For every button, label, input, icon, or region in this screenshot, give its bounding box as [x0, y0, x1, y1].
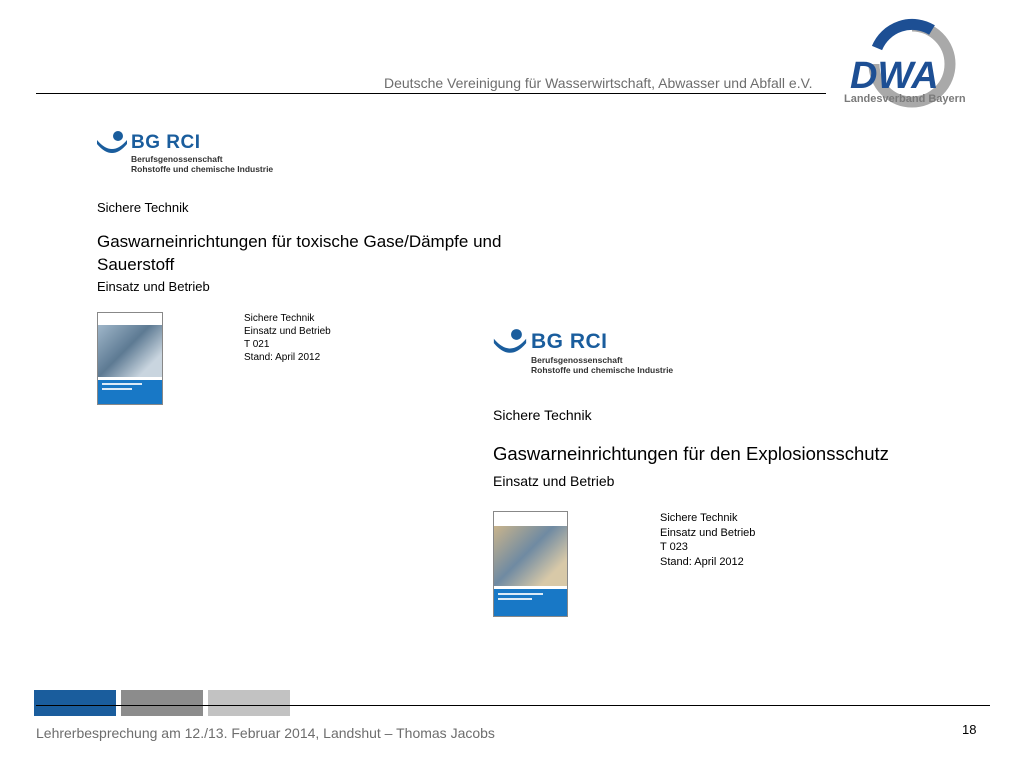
doc1-info-line: T 021	[244, 339, 270, 350]
footer-color-block-lightgrey	[208, 690, 290, 716]
dwa-logo-text: DWA	[850, 55, 939, 97]
bgrci-publisher-line2-1: Rohstoffe und chemische Industrie	[131, 164, 274, 174]
footer-color-block-blue	[34, 690, 116, 716]
doc1-info	[244, 312, 331, 364]
doc2-info-line: T 023	[660, 541, 688, 553]
doc2-info-line: Stand: April 2012	[660, 555, 744, 568]
bgrci-publisher-line1-2: Berufsgenossenschaft	[531, 355, 623, 365]
bgrci-brand-1: BG RCI	[131, 132, 201, 153]
doc1-title-line1: Gaswarneinrichtungen für toxische Gase/Dämpfe und	[97, 232, 502, 251]
doc1-title-line2: Sauerstoff	[97, 255, 175, 274]
bgrci-brand-2: BG RCI	[531, 330, 608, 353]
doc1-info-line: Sichere Technik	[244, 313, 315, 324]
doc1-info-line: Einsatz und Betrieb	[244, 326, 331, 337]
bgrci-emblem-icon	[493, 328, 527, 356]
doc2-info-line: Einsatz und Betrieb	[660, 526, 756, 539]
doc1-cover-image	[97, 312, 163, 405]
bgrci-publisher-line1-1: Berufsgenossenschaft	[131, 154, 223, 164]
doc2-title: Gaswarneinrichtungen für den Explosionsschutz	[493, 443, 889, 464]
doc1-info-line: Stand: April 2012	[244, 352, 321, 363]
doc2-cover-image	[493, 511, 568, 617]
doc1-subtitle: Einsatz und Betrieb	[97, 279, 210, 294]
doc2-series: Sichere Technik	[493, 407, 592, 423]
dwa-logo-subtitle: Landesverband Bayern	[844, 93, 966, 105]
doc2-info-line: Sichere Technik	[660, 512, 738, 524]
doc2-subtitle: Einsatz und Betrieb	[493, 473, 615, 489]
page-number: 18	[962, 722, 977, 737]
footer-divider	[36, 705, 990, 706]
doc1-series: Sichere Technik	[97, 200, 189, 215]
bgrci-logo-1	[97, 130, 287, 176]
footer-text: Lehrerbesprechung am 12./13. Februar 2014, Landshut – Thomas Jacobs	[36, 725, 495, 741]
bgrci-logo-2	[493, 328, 693, 378]
bgrci-publisher-line2-2: Rohstoffe und chemische Industrie	[531, 365, 674, 375]
organization-name: Deutsche Vereinigung für Wasserwirtschaft, Abwasser und Abfall e.V.	[384, 75, 813, 91]
header-divider	[36, 93, 826, 94]
bgrci-emblem-icon	[97, 130, 127, 156]
footer-color-block-grey	[121, 690, 203, 716]
doc2-info	[660, 511, 755, 569]
